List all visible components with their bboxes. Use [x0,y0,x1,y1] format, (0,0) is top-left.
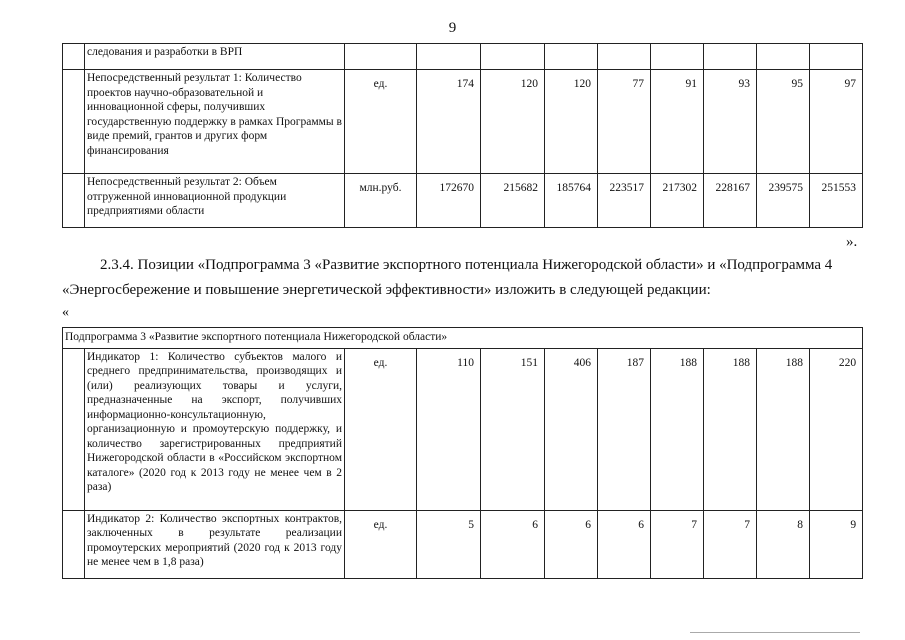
value-cell: 120 [545,70,598,174]
row-label: Непосредственный результат 1: Количество проектов научно-образовательной и инновационной сферы, получивших государственную поддержку в рамках Программы в виде премий, грантов и других форм финансирования [85,70,345,174]
blank-cell [63,44,85,70]
paragraph-line-2: «Энергосбережение и повышение энергетической эффективности» изложить в следующей редакции: [62,282,711,298]
subprogram-table [62,327,863,579]
value-cell: 188 [704,348,757,510]
row-label: Индикатор 2: Количество экспортных контрактов, заключенных в результате реализации промоутерских мероприятий (2020 год к 2013 году не менее чем в 1,8 раза) [85,510,345,578]
unit-cell: млн.руб. [345,174,417,228]
table-heading-row [63,328,863,349]
row-label: Непосредственный результат 2: Объем отгруженной инновационной продукции предприятиями области [85,174,345,228]
value-cell: 6 [481,510,545,578]
value-cell: 93 [704,70,757,174]
value-cell: 9 [810,510,863,578]
blank-cell [63,348,85,510]
value-cell: 217302 [651,174,704,228]
opening-quote: « [62,305,69,320]
value-cell: 91 [651,70,704,174]
value-cell: 7 [704,510,757,578]
table-row [63,70,863,174]
value-cell: 7 [651,510,704,578]
value-cell: 151 [481,348,545,510]
value-cell: 228167 [704,174,757,228]
value-cell: 239575 [757,174,810,228]
value-cell: 172670 [417,174,481,228]
value-cell: 223517 [598,174,651,228]
value-cell: 6 [545,510,598,578]
value-cell: 251553 [810,174,863,228]
value-cell: 406 [545,348,598,510]
value-cell: 188 [757,348,810,510]
unit-cell: ед. [345,510,417,578]
blank-cell [63,174,85,228]
subprogram-heading: Подпрограмма 3 «Развитие экспортного потенциала Нижегородской области» [63,328,863,349]
row-label: Индикатор 1: Количество субъектов малого и среднего предпринимательства, производящих и (или) реализующих товары и услуги, предназначенные на экспорт, получивших информационно-консультационную, организационную и промоутерскую поддержку, и количество зарегистрированных предприятий Нижегородской области в «Российском экспортном каталоге» (2020 год к 2013 году не менее чем в 2 раза) [85,348,345,510]
page-number: 9 [448,20,457,36]
value-cell: 95 [757,70,810,174]
value-cell: 120 [481,70,545,174]
table-row [63,44,863,70]
value-cell: 97 [810,70,863,174]
value-cell: 185764 [545,174,598,228]
value-cell: 110 [417,348,481,510]
value-cell: 174 [417,70,481,174]
table-row [63,348,863,510]
value-cell: 6 [598,510,651,578]
value-cell: 5 [417,510,481,578]
paragraph-line-1: 2.3.4. Позиции «Подпрограмма 3 «Развитие экспортного потенциала Нижегородской области» и «Подпрограмма 4 [100,257,833,273]
table-row [63,510,863,578]
unit-cell: ед. [345,348,417,510]
results-table [62,43,863,228]
continuation-cell: следования и разработки в ВРП [85,44,345,70]
blank-cell [63,70,85,174]
value-cell: 77 [598,70,651,174]
value-cell: 220 [810,348,863,510]
value-cell: 8 [757,510,810,578]
unit-cell: ед. [345,70,417,174]
blank-cell [63,510,85,578]
value-cell: 215682 [481,174,545,228]
table-row [63,174,863,228]
value-cell: 188 [651,348,704,510]
scan-artifact-line [690,632,860,633]
value-cell: 187 [598,348,651,510]
closing-quote: ». [846,234,858,250]
